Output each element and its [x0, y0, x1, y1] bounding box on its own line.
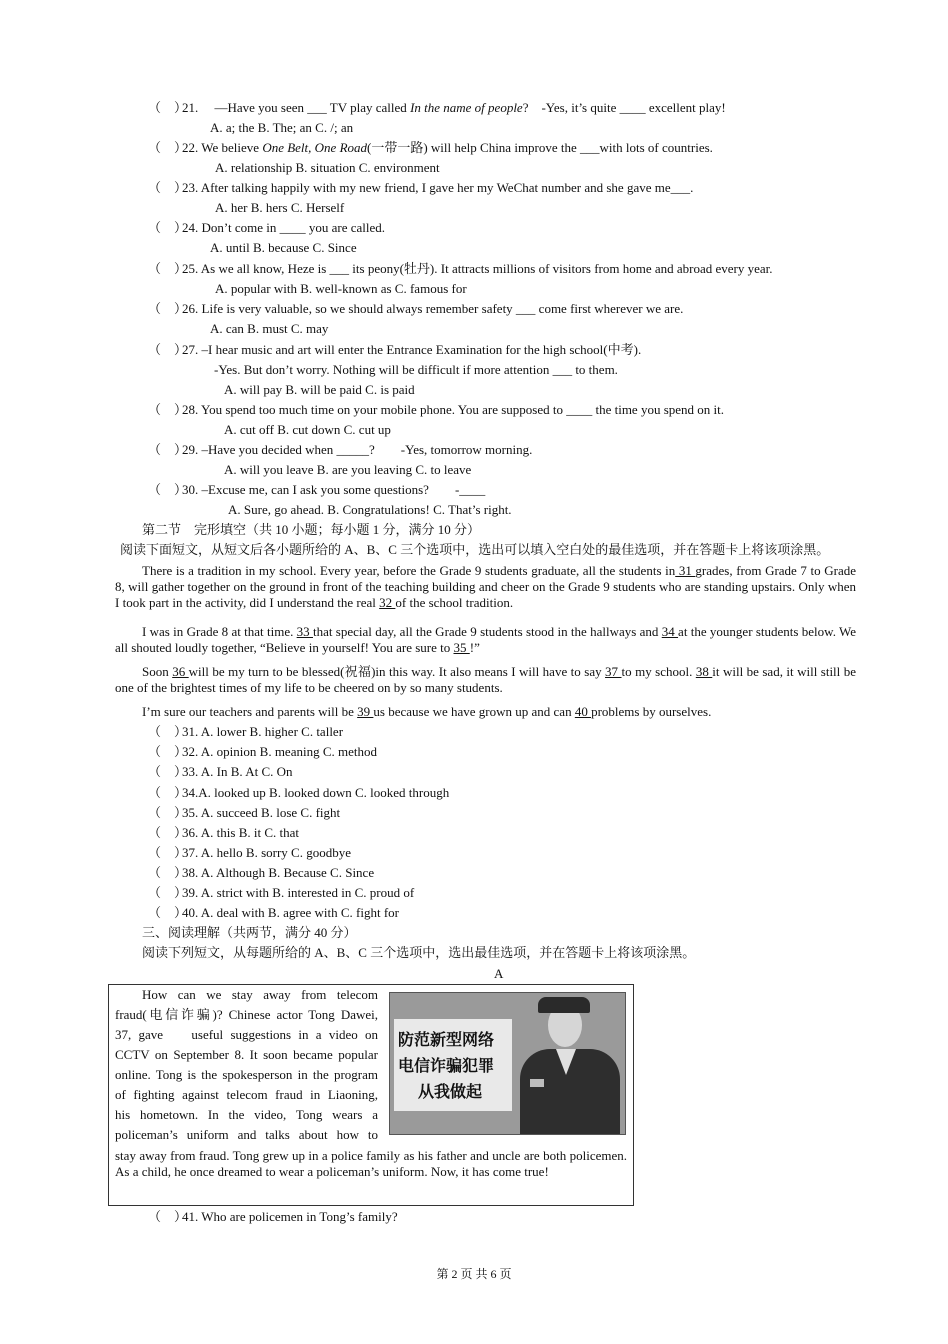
passage-line-7: his hometown. In the video, Tong wears a	[115, 1107, 378, 1122]
question-22-options: A. relationship B. situation C. environment	[215, 160, 440, 175]
question-27: （ ）27. –I hear music and art will enter the Entrance Examination for the high school(中考).	[148, 342, 642, 357]
cloze-option-37: （ ）37. A. hello B. sorry C. goodbye	[148, 845, 351, 860]
answer-paren: （ ）	[148, 825, 188, 840]
answer-paren: （ ）	[148, 342, 188, 357]
answer-paren: （ ）	[148, 482, 188, 497]
reading-instruction: 阅读下列短文，从每题所给的 A、B、C 三个选项中，选出最佳选项，并在答题卡上将该项涂黑。	[142, 945, 696, 960]
answer-paren: （ ）	[148, 1209, 188, 1224]
cloze-instruction: 阅读下面短文，从短文后各小题所给的 A、B、C 三个选项中，选出可以填入空白处的最佳选项，并在答题卡上将该项涂黑。	[120, 542, 830, 557]
blank-39: 39	[357, 704, 374, 719]
answer-paren: （ ）	[148, 402, 188, 417]
question-26: （ ）26. Life is very valuable, so we should always remember safety ___ come first wherever we are.	[148, 301, 684, 316]
question-23: （ ）23. After talking happily with my new friend, I gave her my WeChat number and she gave me___.	[148, 180, 694, 195]
passage-photo	[389, 992, 626, 1135]
answer-paren: （ ）	[148, 744, 188, 759]
blank-35: 35	[453, 640, 470, 655]
question-23-options: A. her B. hers C. Herself	[215, 200, 345, 215]
answer-paren: （ ）	[148, 140, 188, 155]
answer-paren: （ ）	[148, 220, 188, 235]
cloze-option-34: （ ）34.A. looked up B. looked down C. looked through	[148, 785, 450, 800]
answer-paren: （ ）	[148, 785, 188, 800]
passage-line-2: fraud(电信诈骗)? Chinese actor Tong Dawei,	[115, 1007, 378, 1022]
answer-paren: （ ）	[148, 724, 188, 739]
question-30-options: A. Sure, go ahead. B. Congratulations! C. That’s right.	[228, 502, 512, 517]
answer-paren: （ ）	[148, 905, 188, 920]
question-28-options: A. cut off B. cut down C. cut up	[224, 422, 391, 437]
passage-label: A	[494, 966, 504, 981]
page-footer: 第 2 页 共 6 页	[436, 1267, 512, 1281]
question-24-options: A. until B. because C. Since	[210, 240, 357, 255]
question-29-options: A. will you leave B. are you leaving C. to leave	[224, 462, 472, 477]
answer-paren: （ ）	[148, 845, 188, 860]
cloze-option-33: （ ）33. A. In B. At C. On	[148, 764, 293, 779]
answer-paren: （ ）	[148, 442, 188, 457]
cloze-option-31: （ ）31. A. lower B. higher C. taller	[148, 724, 344, 739]
answer-paren: （ ）	[148, 865, 188, 880]
answer-paren: （ ）	[148, 261, 188, 276]
answer-paren: （ ）	[148, 180, 188, 195]
cloze-option-38: （ ）38. A. Although B. Because C. Since	[148, 865, 375, 880]
blank-31: 31	[675, 563, 696, 578]
blank-34: 34	[661, 624, 679, 639]
question-30: （ ）30. –Excuse me, can I ask you some questions? -____	[148, 482, 486, 497]
question-27-line2: -Yes. But don’t worry. Nothing will be difficult if more attention ___ to them.	[214, 362, 618, 377]
passage-tail: stay away from fraud. Tong grew up in a police family as his father and uncle are both policemen. As a child, he once dreamed to wear a policeman’s uniform. Now, it has come true!	[115, 1148, 627, 1179]
cloze-paragraph-3: Soon 36 will be my turn to be blessed(祝福)in this way. It also means I will have to say 37 to my school. 38 it will be sad, it will still be one of the brightest times of my life to be cheered on by so many students.	[115, 664, 857, 695]
blank-38: 38	[695, 664, 713, 679]
answer-paren: （ ）	[148, 301, 188, 316]
cloze-option-32: （ ）32. A. opinion B. meaning C. method	[148, 744, 377, 759]
question-21: （ ）21. —Have you seen ___ TV play called In the name of people? -Yes, it’s quite ____ excellent play!	[148, 100, 726, 115]
question-28: （ ）28. You spend too much time on your mobile phone. You are supposed to ____ the time you spend on it.	[148, 402, 725, 417]
reading-heading: 三、阅读理解（共两节，满分 40 分）	[142, 925, 357, 940]
blank-32: 32	[379, 595, 396, 610]
photo-banner-line-3: 从我做起	[418, 1082, 483, 1101]
question-26-options: A. can B. must C. may	[210, 321, 329, 336]
passage-line-4: CCTV on September 8. It soon became popular	[115, 1047, 378, 1062]
cloze-option-39: （ ）39. A. strict with B. interested in C. proud of	[148, 885, 415, 900]
cloze-option-35: （ ）35. A. succeed B. lose C. fight	[148, 805, 341, 820]
cloze-paragraph-2: I was in Grade 8 at that time. 33 that special day, all the Grade 9 students stood in the hallways and 34 at the younger students below. We all shouted loudly together, “Believe in yourself! You are sure to 35 !”	[115, 624, 857, 655]
police-cap	[538, 997, 590, 1013]
cloze-heading: 第二节 完形填空（共 10 小题；每小题 1 分，满分 10 分）	[142, 522, 481, 537]
passage-line-1: How can we stay away from telecom	[142, 987, 378, 1002]
question-25: （ ）25. As we all know, Heze is ___ its peony(牡丹). It attracts millions of visitors from home and abroad every year.	[148, 261, 773, 276]
answer-paren: （ ）	[148, 805, 188, 820]
cloze-paragraph-4: I’m sure our teachers and parents will be 39 us because we have grown up and can 40 problems by ourselves.	[142, 704, 712, 719]
photo-banner-line-2: 电信诈骗犯罪	[398, 1056, 495, 1075]
question-25-options: A. popular with B. well-known as C. famous for	[215, 281, 467, 296]
blank-36: 36	[172, 664, 189, 679]
passage-line-8: policeman’s uniform and talks about how to	[115, 1127, 378, 1142]
answer-paren: （ ）	[148, 885, 188, 900]
photo-banner-line-1: 防范新型网络	[398, 1030, 495, 1049]
question-21-options: A. a; the B. The; an C. /; an	[210, 120, 354, 135]
cloze-option-36: （ ）36. A. this B. it C. that	[148, 825, 300, 840]
answer-paren: （ ）	[148, 764, 188, 779]
cloze-option-40: （ ）40. A. deal with B. agree with C. fight for	[148, 905, 399, 920]
passage-line-6: of fighting against telecom fraud in Liaoning,	[115, 1087, 378, 1102]
question-24: （ ）24. Don’t come in ____ you are called.	[148, 220, 386, 235]
blank-33: 33	[296, 624, 313, 639]
passage-line-3: 37, gave useful suggestions in a video on	[115, 1027, 378, 1042]
question-22: （ ）22. We believe One Belt, One Road(一带一路) will help China improve the ___with lots of countries.	[148, 140, 713, 155]
cloze-paragraph-1: There is a tradition in my school. Every year, before the Grade 9 students graduate, all the students in 31 grades, from Grade 7 to Grade 8, will gather together on the ground in front of the teaching building and cheer on the Grade 9 students who are standing upstairs. Only when I took part in the activity, did I understand the real 32 of the school tradition.	[115, 563, 856, 610]
passage-line-5: online. Tong is the spokesperson in the program	[115, 1067, 378, 1082]
blank-40: 40	[574, 704, 592, 719]
answer-paren: （ ）	[148, 100, 188, 115]
uniform-badge	[530, 1079, 544, 1087]
question-41: （ ）41. Who are policemen in Tong’s family?	[148, 1209, 398, 1224]
question-29: （ ）29. –Have you decided when _____? -Yes, tomorrow morning.	[148, 442, 533, 457]
question-27-options: A. will pay B. will be paid C. is paid	[224, 382, 415, 397]
blank-37: 37	[605, 664, 622, 679]
